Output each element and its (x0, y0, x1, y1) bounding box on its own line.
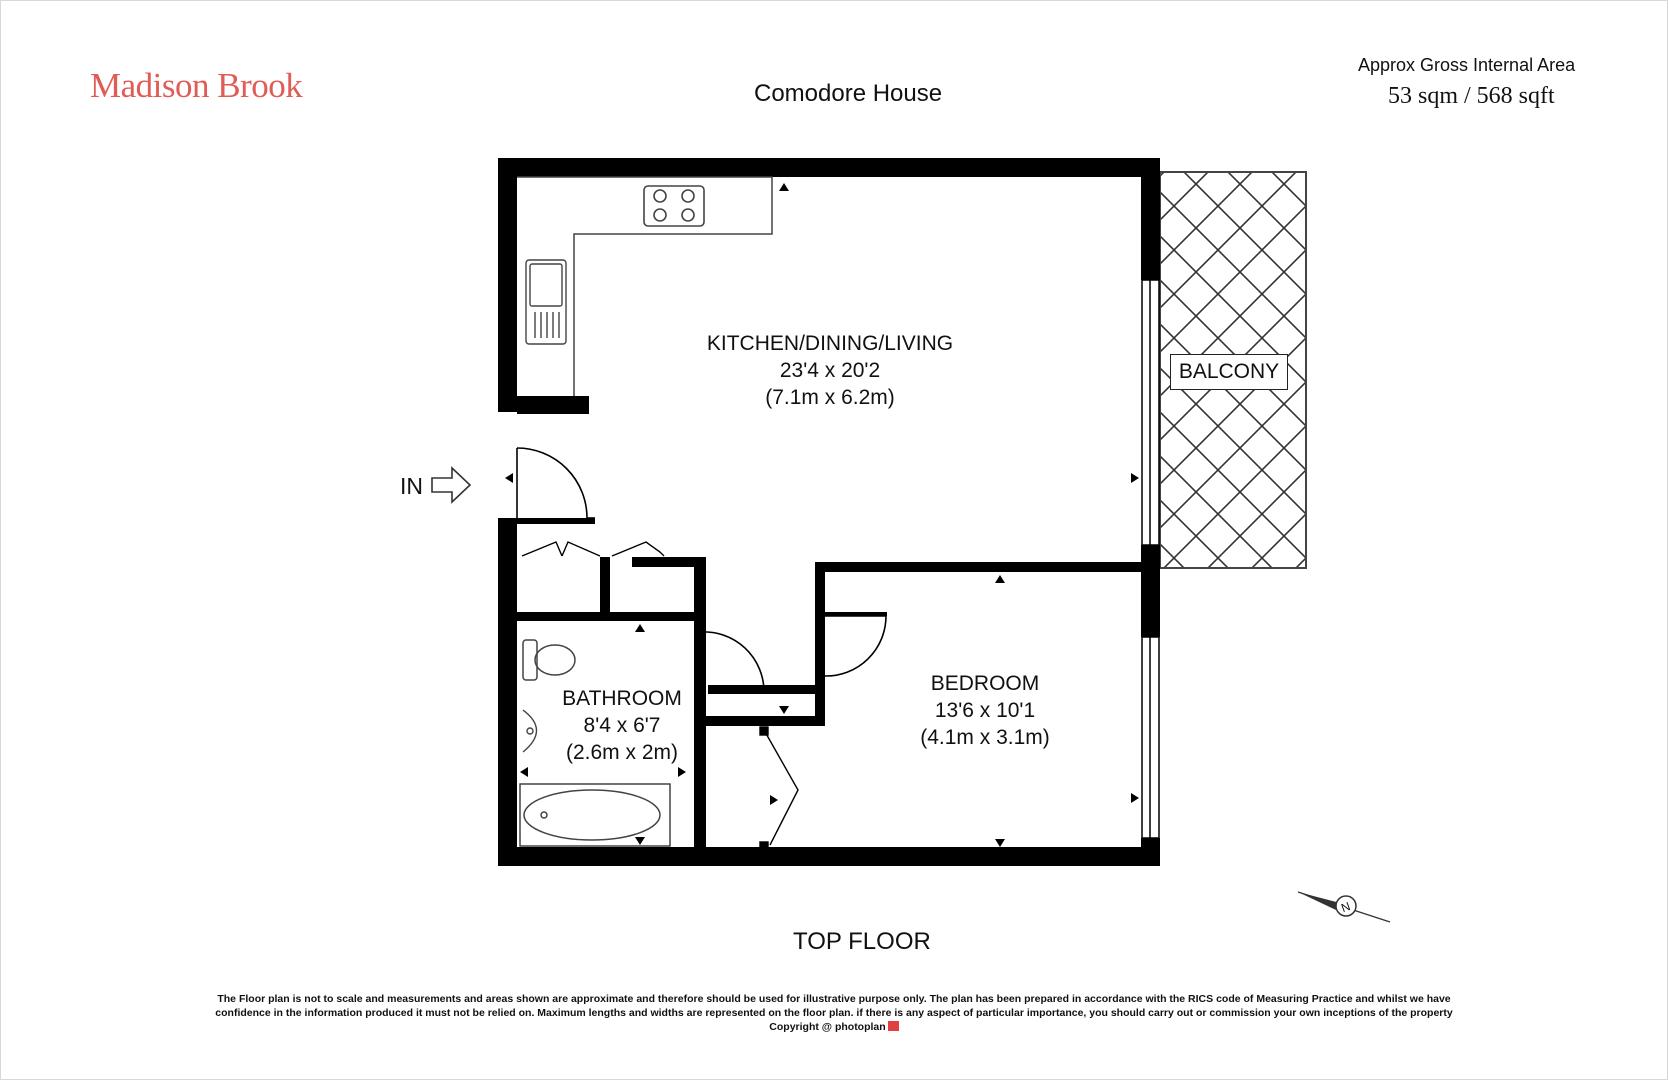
bathroom-door (700, 632, 764, 692)
basin-icon (523, 710, 537, 752)
bathroom-imperial: 8'4 x 6'7 (583, 714, 661, 737)
bedroom-imperial: 13'6 x 10'1 (934, 699, 1036, 722)
floor-label: TOP FLOOR (793, 928, 931, 955)
balcony-label: BALCONY (1170, 354, 1288, 390)
wardrobe-doors (760, 727, 798, 850)
disclaimer (120, 992, 1548, 1020)
copyright (0, 1021, 1668, 1033)
bathroom-metric: (2.6m x 2m) (565, 741, 678, 764)
area-value: 53 sqm / 568 sqft (1388, 83, 1555, 109)
kitchen-imperial: 23'4 x 20'2 (779, 359, 881, 382)
entrance-arrow-icon (432, 468, 470, 502)
property-name: Comodore House (754, 80, 943, 107)
bedroom-door (825, 616, 886, 676)
sink-icon (526, 260, 566, 344)
kitchen-metric: (7.1m x 6.2m) (765, 386, 895, 409)
bathroom-name: BATHROOM (562, 687, 682, 710)
entrance-door (517, 448, 595, 518)
bedroom-name: BEDROOM (930, 672, 1040, 695)
hob-icon (644, 186, 704, 226)
brand-logo: Madison Brook (90, 66, 303, 105)
bathroom-label (550, 685, 694, 766)
bedroom-label (890, 670, 1080, 751)
compass-letter: N (1339, 899, 1353, 916)
bedroom-metric: (4.1m x 3.1m) (920, 726, 1050, 749)
disclaimer-line-1: The Floor plan is not to scale and measurements and areas shown are approximate and therefore should be used for illustrative purpose only. The plan has been prepared in accordance with the RICS code of Measuring Practice and whilst we have (217, 993, 1451, 1005)
area-caption: Approx Gross Internal Area (1358, 55, 1576, 75)
entrance-label: IN (400, 473, 423, 499)
compass-icon (1296, 886, 1392, 926)
bath-icon (520, 784, 670, 846)
disclaimer-line-2: confidence in the information produced it must not be relied on. Maximum lengths and widths are represented on the floor plan. if there is any aspect of particular importance, you should carry out or commission your own inceptions of the property (215, 1007, 1453, 1019)
cupboard-doors (522, 542, 664, 556)
photoplan-logo-icon (888, 1021, 899, 1031)
kitchen-label (690, 330, 970, 411)
kitchen-name: KITCHEN/DINING/LIVING (706, 332, 954, 355)
copyright-text: Copyright @ photoplan (769, 1021, 886, 1033)
toilet-icon (523, 640, 575, 680)
interior-walls (517, 396, 1160, 847)
